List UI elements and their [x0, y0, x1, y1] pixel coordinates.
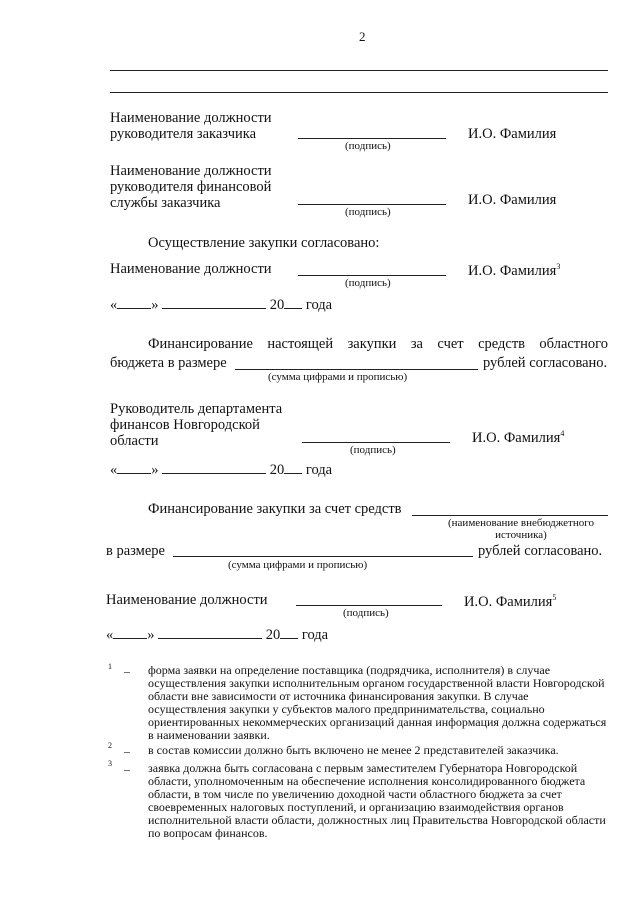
financing-offbudget-suffix: рублей согласовано.: [478, 543, 603, 559]
footnote-dash: –: [124, 744, 130, 758]
footnote-number: 2: [108, 741, 112, 750]
block1-title: [110, 110, 272, 142]
footnote-text: в состав комиссии должно быть включено не менее 2 представителей заказчика.: [148, 743, 559, 757]
year-blank: [284, 462, 302, 474]
year-word: года: [305, 462, 333, 478]
signature-line: [302, 442, 450, 443]
page-number: 2: [359, 29, 366, 44]
footnote-number: 1: [108, 662, 112, 671]
signature-caption: (подпись): [343, 607, 389, 619]
financing-regional-suffix: рублей согласовано.: [483, 355, 608, 371]
footnote-text: форма заявки на определение поставщика (подрядчика, исполнителя) в случае осуществления закупки исполнительным органом государственной власти Новгородской области вне зависимости от источника финансирования закупки. В случае осуществления закупки у субъектов малого предпринимательства, социально ориентированных некоммерческих организаций данная информация должна содержаться в наименовании заявки.: [148, 663, 607, 742]
month-blank: [162, 297, 266, 309]
year-prefix: 20: [269, 297, 285, 313]
approval-heading: Осуществление закупки согласовано:: [148, 235, 380, 251]
finance-dept-title-line: области: [110, 433, 159, 449]
day-blank: [113, 627, 147, 639]
financing-offbudget-prefix: в размере: [106, 543, 165, 559]
block2-title-line: службы заказчика: [110, 195, 221, 211]
year-prefix: 20: [269, 462, 285, 478]
signature-line: [298, 138, 446, 139]
month-blank: [158, 627, 262, 639]
date-quote-open: «: [110, 297, 118, 313]
finance-dept-title-line: Руководитель департамента: [110, 401, 283, 417]
day-blank: [117, 462, 151, 474]
signature-caption: (подпись): [350, 444, 396, 456]
year-word: года: [305, 297, 333, 313]
date-line: [106, 627, 328, 643]
year-blank: [280, 627, 298, 639]
blank-line-top-2: [110, 92, 608, 93]
name-placeholder: И.О. Фамилия: [472, 430, 561, 446]
signature-caption: (подпись): [345, 277, 391, 289]
date-quote-close: »: [147, 627, 155, 643]
blank-line-top-1: [110, 70, 608, 71]
name-placeholder: И.О. Фамилия: [468, 126, 557, 142]
day-blank: [117, 297, 151, 309]
name-placeholder: И.О. Фамилия: [464, 594, 553, 610]
name-placeholder: И.О. Фамилия: [468, 263, 557, 279]
amount-line: [235, 369, 478, 370]
amount-line: [173, 556, 473, 557]
amount-caption: (сумма цифрами и прописью): [228, 559, 368, 571]
financing-regional-prefix: бюджета в размере: [110, 355, 227, 371]
amount-caption: (сумма цифрами и прописью): [268, 371, 408, 383]
name-placeholder-with-note: [464, 594, 556, 610]
finance-dept-title-line: финансов Новгородской: [110, 417, 260, 433]
finance-dept-title: [110, 401, 282, 449]
block2-title-line: Наименование должности: [110, 163, 272, 179]
footnote-dash: –: [124, 664, 130, 678]
date-line: [110, 462, 332, 478]
approval-position: Наименование должности: [110, 261, 272, 277]
financing-regional-line1: Финансирование настоящей закупки за счет средств областного: [148, 336, 608, 352]
name-placeholder-with-note: [468, 263, 560, 279]
block2-title: [110, 163, 272, 211]
footnote-number: 3: [108, 759, 112, 768]
footnote-text: заявка должна быть согласована с первым заместителем Губернатора Новгородской области, уполномоченным на обеспечение исполнения консолидированного бюджета области, в том числе по увеличению доходной части областного бюджета за счет своевременных налоговых поступлений, и организацию взаимодействия органов исполнительной власти области, должностных лиц Правительства Новгородской области по вопросам финансов.: [148, 761, 606, 840]
date-line: [110, 297, 332, 313]
last-position: Наименование должности: [106, 592, 268, 608]
date-quote-close: »: [151, 297, 159, 313]
source-caption: [432, 517, 610, 541]
signature-caption: (подпись): [345, 206, 391, 218]
date-quote-open: «: [106, 627, 114, 643]
year-word: года: [301, 627, 329, 643]
date-quote-close: »: [151, 462, 159, 478]
source-line: [412, 515, 608, 516]
footnote-mark: 4: [560, 429, 565, 439]
name-placeholder-with-note: [472, 430, 564, 446]
footnote-mark: 3: [556, 262, 561, 272]
month-blank: [162, 462, 266, 474]
block1-title-line: Наименование должности: [110, 110, 272, 126]
footnote-mark: 5: [552, 593, 557, 603]
source-caption-line: (наименование внебюджетного: [448, 517, 594, 529]
block2-title-line: руководителя финансовой: [110, 179, 272, 195]
year-blank: [284, 297, 302, 309]
signature-line: [298, 204, 446, 205]
footnote-dash: –: [124, 762, 130, 776]
source-caption-line: источника): [495, 529, 547, 541]
block1-title-line: руководителя заказчика: [110, 126, 257, 142]
signature-line: [298, 275, 446, 276]
financing-offbudget-line1: Финансирование закупки за счет средств: [148, 501, 402, 517]
signature-line: [296, 605, 442, 606]
signature-caption: (подпись): [345, 140, 391, 152]
name-placeholder: И.О. Фамилия: [468, 192, 557, 208]
date-quote-open: «: [110, 462, 118, 478]
year-prefix: 20: [265, 627, 281, 643]
